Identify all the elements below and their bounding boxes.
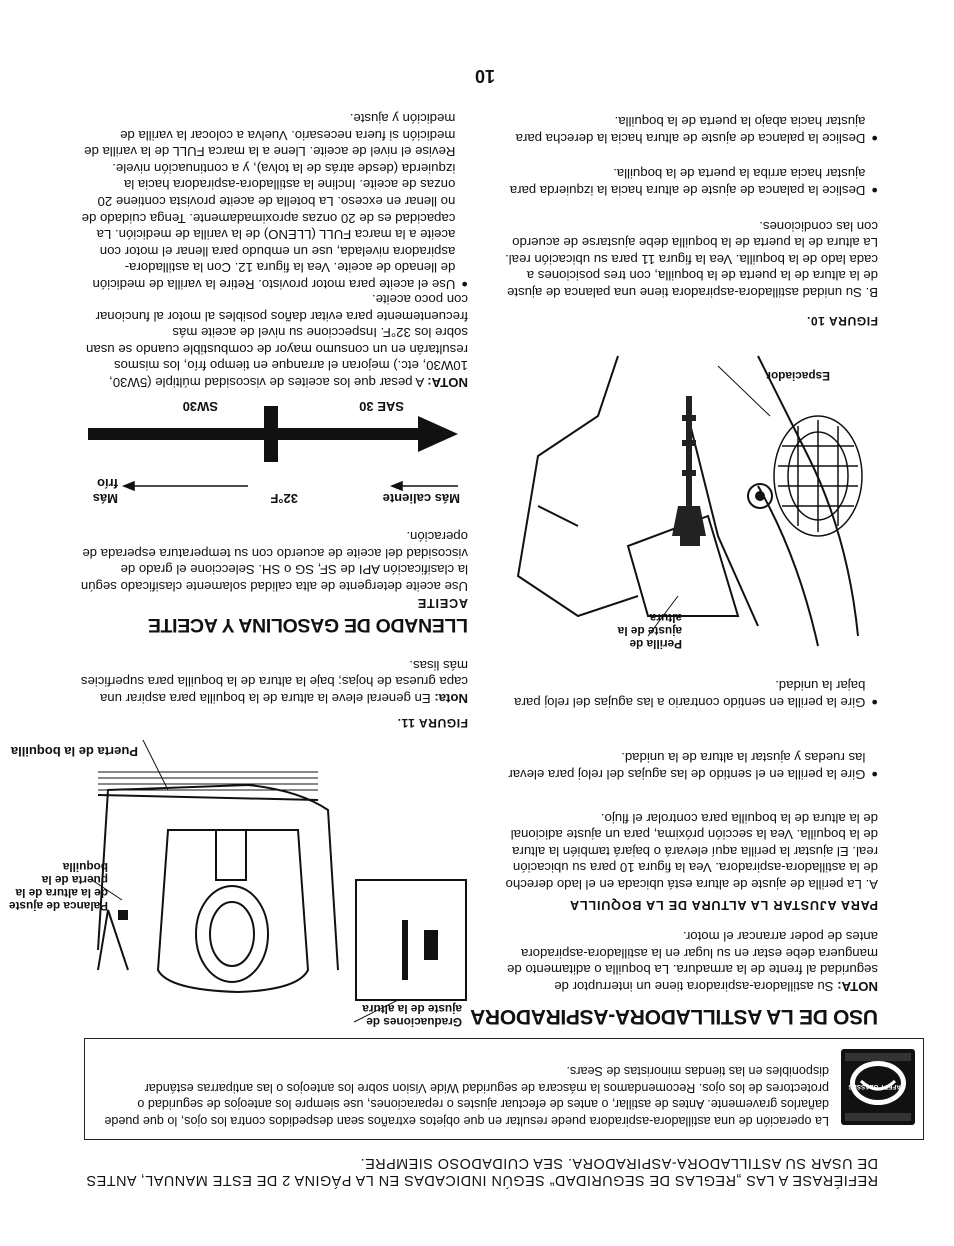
section-title-llenado: LLENADO DE GASOLINA Y ACEITE	[148, 614, 468, 636]
left-nota2-label: NOTA:	[427, 375, 468, 390]
bullet-oil-fill	[78, 109, 468, 292]
safety-glasses-logo	[841, 1049, 915, 1125]
section-title-uso: USO DE LA ASTILLADORA-ASPIRADORA	[470, 1005, 878, 1028]
bullet-slide-right-text: Deslice la palanca de ajuste de altura hacia la derecha para ajustar hacia abajo la puerta de la boquilla.	[515, 114, 866, 146]
left-nota-paragraph	[80, 656, 468, 706]
temperature-scale-arrows	[78, 396, 468, 506]
label-door: Puerta de la boquilla	[10, 744, 138, 759]
label-knob: Perilla de ajuste de la altura	[617, 611, 682, 651]
label-lever: Palanca de ajuste de la altura de la puerta de la boquilla	[8, 860, 108, 913]
bullet-counterclockwise	[498, 677, 878, 710]
oil-paragraph: Use aceite detergente de alta calidad solamente clasificado según la clasificación API de SF, SG o SH. Seleccione el grado de viscosidad del aceite de acuerdo con su temperatura esperada de operación.	[80, 529, 468, 594]
right-nota-label: NOTA:	[837, 979, 878, 994]
bullet-dot: ●	[871, 184, 878, 196]
right-nota-paragraph	[500, 928, 878, 994]
grade-sw30: SW30	[182, 399, 218, 414]
bullet-dot: ●	[461, 278, 468, 290]
scale-cold-label: Más frío	[92, 476, 118, 506]
page-number: 10	[474, 66, 495, 86]
label-spacer: Espaciador	[766, 369, 830, 383]
subheading-altura-boquilla: PARA AJUSTAR LA ALTURA DE LA BOQUILLA	[569, 898, 878, 912]
scale-hot-label: Más caliente	[382, 491, 460, 506]
left-nota-label: Nota:	[434, 691, 468, 706]
figure-10-illustration	[498, 336, 878, 656]
figure-10	[498, 336, 878, 656]
label-graduations: Graduaciones de ajuste de la altura	[362, 1002, 462, 1029]
figure-11-caption: FIGURA 11.	[397, 716, 468, 730]
left-nota2-paragraph	[80, 290, 468, 390]
subheading-aceite: ACEITE	[417, 596, 468, 610]
bullet-counterclockwise-text: Gire la perilla en sentido contrario a las agujas del reloj para bajar la unidad.	[514, 678, 866, 710]
bullet-slide-left	[498, 165, 878, 198]
figure-10-caption: FIGURA 10.	[806, 314, 878, 328]
safety-warning-text: La operación de una astilladora-aspiradora puede resultar en que objetos extraños sean despedidos contra los ojos, lo que puede dañarlos gravemente. Antes de astillar, o antes de efectuar ajustes o reparaciones, use siempre los anteojos de seguridad o protectores de los ojos. Recomendamos la máscara de seguridad Wide Vision sobre los anteojos o las antiparras estándar disponibles en las tiendas minoristas de Sears.	[104, 1064, 829, 1128]
figure-11-illustration	[78, 740, 468, 1030]
safety-reference-header: REFIÉRASE A LAS „REGLAS DE SEGURIDAD“ SEGÚN INDICADAS EN LA PÁGINA 2 DE ESTE MANUAL, ANTES DE USAR SU ASTILLADORA-ASPIRADORA. SEA CUIDADOSO SIEMPRE.	[86, 1155, 878, 1188]
paragraph-a: A. La perilla de ajuste de altura está ubicada en el lado derecho de la astilladora-aspiradora. Vea la figura 10 para su ubicación real. El ajustar la perilla aquí elevará o bajará también la altura de la boquilla. Vea la sección próxima, para un ajuste adicional de la altura de la boquilla para controlar el flujo.	[505, 810, 878, 892]
bullet-slide-right	[498, 113, 878, 146]
tire	[774, 416, 862, 536]
scale-mark-label: 32°F	[270, 491, 298, 506]
bullet-dot: ●	[871, 768, 878, 780]
left-nota2-text: A pesar que los aceites de viscosidad múltiple (5W30, 10W30, etc.) mejoran el arranque en tiempo frío, los mismos resultarán en un consumo mayor de combustible cuando se usan sobre los 32°F. Inspeccione su nivel de aceite más frecuentemente para evitar daños posibles al motor al funcionar con poco aceite.	[86, 292, 468, 390]
bullet-slide-left-text: Deslice la palanca de ajuste de altura hacia la izquierda para ajustar hacia arriba la puerta de la boquilla.	[509, 166, 866, 198]
bullet-dot: ●	[871, 132, 878, 144]
safety-logo-text: SAFETY GLASSES	[848, 1083, 905, 1089]
bullet-clockwise-text: Gire la perilla en el sentido de las agujas del reloj para elevar las ruedas y ajustar la altura de la unidad.	[508, 750, 866, 782]
left-nota-text: En general eleve la altura de la boquilla para aspirar una capa gruesa de hojas; baje la altura de la boquilla para superficies más lisas.	[80, 657, 468, 706]
grade-sae30: SAE 30	[359, 399, 404, 414]
paragraph-b: B. Su unidad astilladora-aspiradora tiene una palanca de ajuste de la altura de la puerta de la boquilla, con tres posiciones a cada lado de la boquilla. Vea la figura 11 para su ubicación real. La altura de la puerta de la boquilla debe ajustarse de acuerdo con las condiciones.	[505, 218, 878, 300]
temperature-scale	[78, 396, 468, 506]
figure-11	[8, 740, 468, 1030]
bullet-clockwise	[498, 749, 878, 782]
bullet-oil-fill-text: Use el aceite para motor provisto. Retire la varilla de medición de llenado de aceite. Vea la figura 12. Con la astilladora-aspiradora nivelada, use un embudo para llenar el motor con aceite a la marca FULL (LLENO) de la varilla de medición. La capacidad es de 20 onzas aproximadamente. Tenga cuidado de no llenar en exceso. La botella de aceite provista contiene 20 onzas de aceite. Incline la astilladora-aspiradora hacia la izquierda (desde atrás de la tolva), y a continuación nivele. Revise el nivel de aceite. Llene a la marca FULL de la varilla de medición si fuera necesario. Vuelva a colocar la varilla de medición y ajuste.	[81, 111, 456, 292]
safety-warning-box	[84, 1038, 924, 1140]
bullet-dot: ●	[871, 696, 878, 708]
right-nota-text: Su astilladora-aspiradora tiene un interruptor de seguridad al frente de la armadura. La boquilla o aditamento de manguera debe estar en su lugar en la astilladora-aspiradora antes de poder arrancar el motor.	[507, 929, 878, 994]
